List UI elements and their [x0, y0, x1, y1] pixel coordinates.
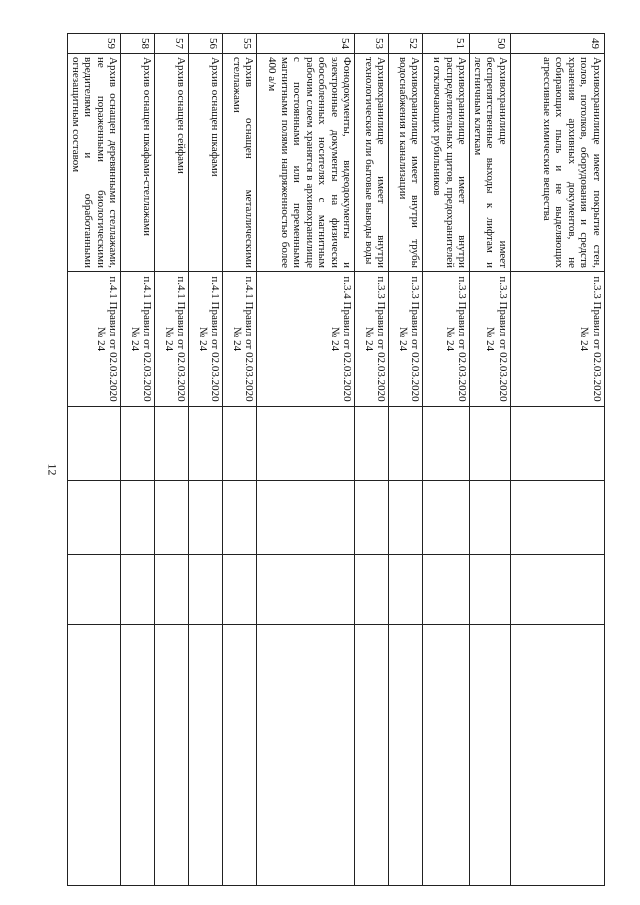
legal-reference-cell: п.3.3 Правил от 02.03.2020 № 24 — [470, 272, 511, 407]
table-row — [389, 34, 423, 886]
legal-reference-cell: п.3.3 Правил от 02.03.2020 № 24 — [511, 272, 605, 407]
empty-cell-3 — [257, 555, 355, 625]
empty-cell-1 — [423, 407, 470, 481]
row-number-cell: 51 — [423, 34, 470, 54]
requirement-cell: Архив оснащен шкафами-стеллажами — [121, 54, 155, 272]
empty-cell-2 — [257, 481, 355, 555]
empty-cell-1 — [511, 407, 605, 481]
row-number-cell: 53 — [355, 34, 389, 54]
empty-cell-4 — [470, 625, 511, 886]
empty-cell-3 — [189, 555, 223, 625]
empty-cell-3 — [355, 555, 389, 625]
empty-cell-3 — [423, 555, 470, 625]
table-body — [68, 34, 605, 886]
empty-cell-3 — [155, 555, 189, 625]
legal-reference-cell: п.4.1 Правил от 02.03.2020 № 24 — [155, 272, 189, 407]
empty-cell-2 — [68, 481, 121, 555]
empty-cell-1 — [68, 407, 121, 481]
empty-cell-2 — [389, 481, 423, 555]
empty-cell-4 — [423, 625, 470, 886]
row-number-cell: 57 — [155, 34, 189, 54]
table-row — [470, 34, 511, 886]
empty-cell-4 — [389, 625, 423, 886]
requirement-cell: Архивохранилище имеет покрытие стен, полов, потолков, оборудования и средств хранения архивных документов, не собирающих пыль и не выделяющих агрессивные химические вещества — [511, 54, 605, 272]
empty-cell-1 — [389, 407, 423, 481]
requirement-cell: Архивохранилище имеет внутри трубы водоснабжения и канализации — [389, 54, 423, 272]
legal-reference-cell: п.4.1 Правил от 02.03.2020 № 24 — [189, 272, 223, 407]
empty-cell-1 — [121, 407, 155, 481]
empty-cell-4 — [68, 625, 121, 886]
table-row — [257, 34, 355, 886]
empty-cell-3 — [121, 555, 155, 625]
empty-cell-4 — [257, 625, 355, 886]
table-row — [355, 34, 389, 886]
table-row — [155, 34, 189, 886]
empty-cell-4 — [189, 625, 223, 886]
empty-cell-2 — [155, 481, 189, 555]
empty-cell-3 — [389, 555, 423, 625]
row-number-cell: 56 — [189, 34, 223, 54]
empty-cell-3 — [223, 555, 257, 625]
empty-cell-2 — [355, 481, 389, 555]
empty-cell-1 — [470, 407, 511, 481]
requirement-cell: Фонодокументы, видеодокументы и электронные документы на физически обособленных носителях с магнитным рабочим слоем хранятся в архивохранилище с постоянными или переменными магнитными полями напряженностью более 400 а/м — [257, 54, 355, 272]
empty-cell-1 — [155, 407, 189, 481]
row-number-cell: 58 — [121, 34, 155, 54]
requirement-cell: Архив оснащен металлическими стеллажами — [223, 54, 257, 272]
legal-reference-cell: п.3.3 Правил от 02.03.2020 № 24 — [355, 272, 389, 407]
table-container — [70, 33, 605, 885]
page-number: 12 — [45, 463, 60, 476]
empty-cell-3 — [470, 555, 511, 625]
legal-reference-cell: п.4.1 Правил от 02.03.2020 № 24 — [68, 272, 121, 407]
table-row — [189, 34, 223, 886]
empty-cell-4 — [121, 625, 155, 886]
row-number-cell: 54 — [257, 34, 355, 54]
empty-cell-1 — [355, 407, 389, 481]
empty-cell-2 — [223, 481, 257, 555]
requirement-cell: Архив оснащен шкафами — [189, 54, 223, 272]
legal-reference-cell: п.3.3 Правил от 02.03.2020 № 24 — [389, 272, 423, 407]
empty-cell-1 — [189, 407, 223, 481]
row-number-cell: 52 — [389, 34, 423, 54]
empty-cell-2 — [121, 481, 155, 555]
requirement-cell: Архив оснащен деревянными стеллажами, не пораженными биологическими вредителями и обработанными огнезащитным составом — [68, 54, 121, 272]
legal-reference-cell: п.4.1 Правил от 02.03.2020 № 24 — [223, 272, 257, 407]
empty-cell-4 — [223, 625, 257, 886]
table-row — [121, 34, 155, 886]
empty-cell-3 — [511, 555, 605, 625]
legal-reference-cell: п.3.3 Правил от 02.03.2020 № 24 — [423, 272, 470, 407]
table-row — [68, 34, 121, 886]
table-row — [223, 34, 257, 886]
rotated-table-area — [70, 33, 605, 885]
row-number-cell: 50 — [470, 34, 511, 54]
empty-cell-2 — [511, 481, 605, 555]
table-row — [423, 34, 470, 886]
requirement-cell: Архивохранилище имеет беспрепятственные выходы к лифтам и лестничным клеткам — [470, 54, 511, 272]
row-number-cell: 59 — [68, 34, 121, 54]
requirement-cell: Архивохранилище имеет внутри технологические или бытовые выводы воды — [355, 54, 389, 272]
empty-cell-4 — [511, 625, 605, 886]
legal-reference-cell: п.3.4 Правил от 02.03.2020 № 24 — [257, 272, 355, 407]
empty-cell-2 — [423, 481, 470, 555]
empty-cell-1 — [257, 407, 355, 481]
empty-cell-4 — [155, 625, 189, 886]
empty-cell-4 — [355, 625, 389, 886]
empty-cell-1 — [223, 407, 257, 481]
table-row — [511, 34, 605, 886]
empty-cell-3 — [68, 555, 121, 625]
requirement-cell: Архив оснащен сейфами — [155, 54, 189, 272]
empty-cell-2 — [189, 481, 223, 555]
legal-reference-cell: п.4.1 Правил от 02.03.2020 № 24 — [121, 272, 155, 407]
row-number-cell: 49 — [511, 34, 605, 54]
empty-cell-2 — [470, 481, 511, 555]
requirement-cell: Архивохранилище имеет внутри распределительных щитов, предохранителей и отключающих рубильников — [423, 54, 470, 272]
checklist-table — [68, 33, 606, 886]
row-number-cell: 55 — [223, 34, 257, 54]
